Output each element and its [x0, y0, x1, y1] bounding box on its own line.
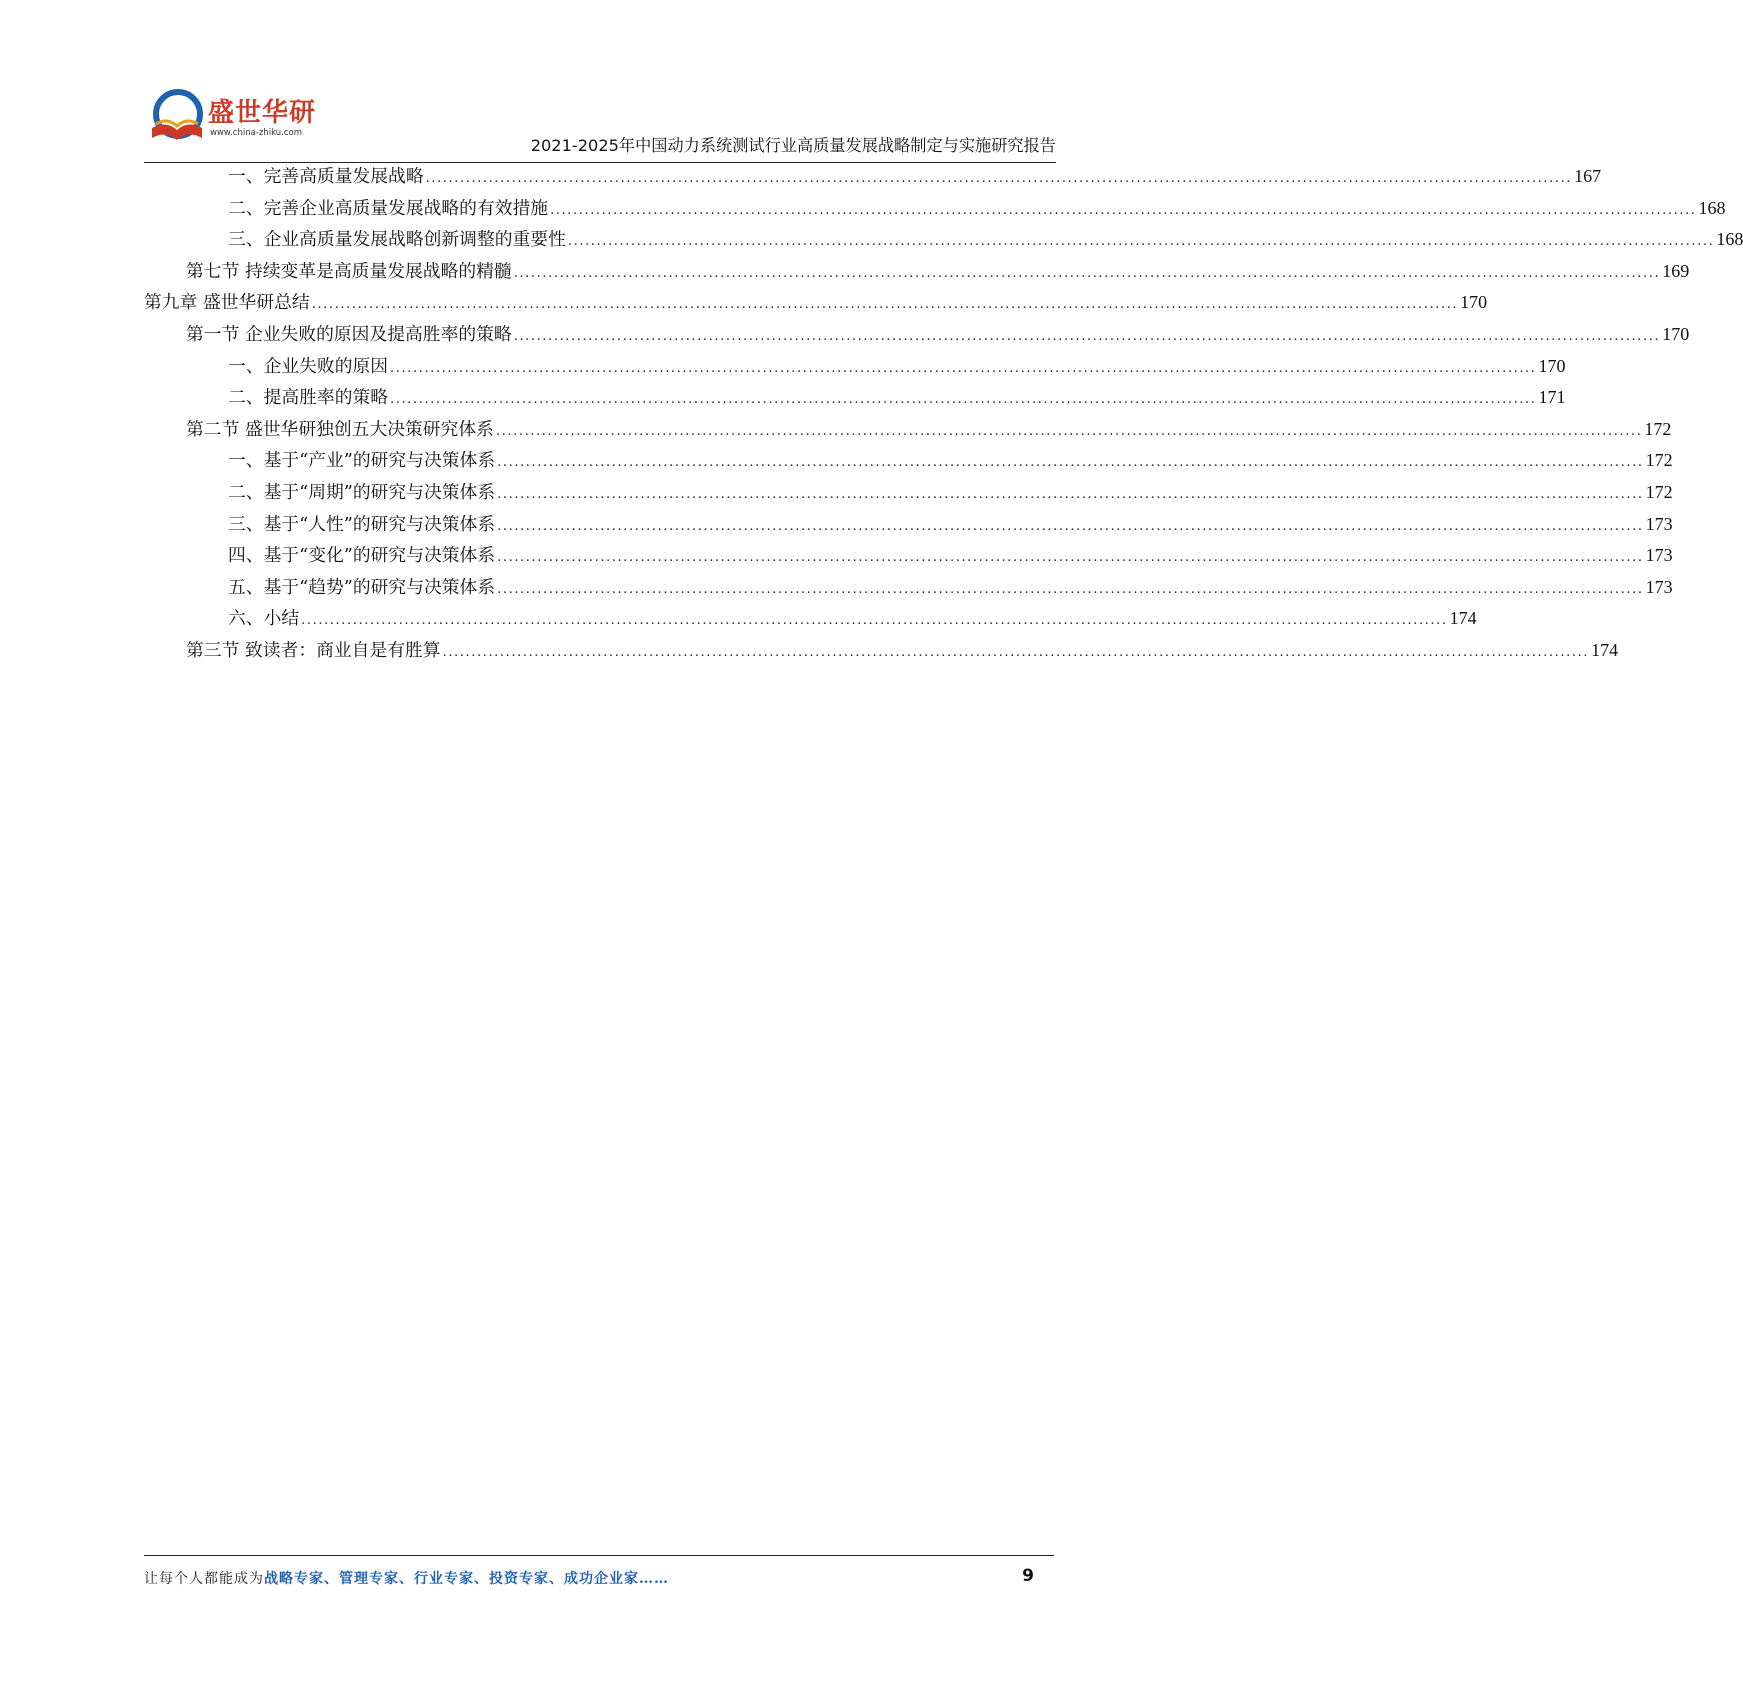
report-title: 2021-2025年中国动力系统测试行业高质量发展战略制定与实施研究报告 [530, 136, 1056, 155]
toc-leader-dots: ........................................................................................................................................................................................................ [497, 581, 1644, 597]
toc-leader-dots: ........................................................................................................................................................................................................ [497, 455, 1644, 471]
book-logo-icon [144, 84, 210, 150]
toc-entry-title: 三、基于“人性”的研究与决策体系 [228, 513, 496, 535]
toc-entry[interactable] [144, 509, 1673, 541]
footer-slogan [144, 1568, 669, 1588]
toc-entry-title: 第九章 盛世华研总结 [144, 292, 310, 314]
toc-entry[interactable] [144, 572, 1673, 604]
toc-entry[interactable] [144, 382, 1566, 414]
toc-entry-title: 第七节 持续变革是高质量发展战略的精髓 [186, 260, 512, 282]
toc-entry[interactable] [144, 256, 1690, 288]
company-logo [144, 78, 364, 158]
toc-entry-page: 172 [1644, 418, 1672, 439]
toc-leader-dots: ........................................................................................................................................................................................................ [311, 297, 1459, 313]
toc-leader-dots: ........................................................................................................................................................................................................ [442, 644, 1590, 660]
toc-entry-page: 168 [1716, 229, 1743, 250]
toc-entry[interactable] [144, 635, 1619, 667]
toc-entry-title: 三、企业高质量发展战略创新调整的重要性 [228, 229, 566, 251]
toc-entry-title: 一、完善高质量发展战略 [228, 166, 424, 187]
toc-leader-dots: ........................................................................................................................................................................................................ [497, 486, 1644, 502]
toc-entry[interactable] [144, 477, 1673, 509]
toc-entry-page: 173 [1645, 576, 1673, 597]
toc-entry-title: 一、企业失败的原因 [228, 355, 389, 377]
toc-leader-dots: ........................................................................................................................................................................................................ [301, 613, 1448, 629]
toc-entry-title: 第一节 企业失败的原因及提高胜率的策略 [186, 323, 512, 345]
toc-entry-page: 168 [1698, 197, 1726, 218]
toc-entry[interactable] [144, 414, 1672, 446]
toc-entry-page: 169 [1662, 260, 1690, 281]
toc-entry-title: 二、提高胜率的策略 [228, 387, 389, 409]
toc-entry[interactable] [144, 193, 1726, 225]
toc-entry[interactable] [144, 445, 1673, 477]
toc-leader-dots: ........................................................................................................................................................................................................ [567, 234, 1715, 250]
toc-entry[interactable] [144, 287, 1488, 319]
toc-entry[interactable] [144, 319, 1690, 351]
toc-entry-page: 173 [1645, 545, 1673, 566]
toc-entry[interactable] [144, 540, 1673, 572]
page-number: 9 [1022, 1566, 1034, 1586]
toc-entry-title: 四、基于“变化”的研究与决策体系 [228, 545, 496, 567]
toc-leader-dots: ........................................................................................................................................................................................................ [390, 360, 1537, 376]
toc-leader-dots: ........................................................................................................................................................................................................ [425, 171, 1573, 186]
toc-entry-page: 174 [1449, 608, 1477, 629]
toc-entry[interactable] [144, 351, 1566, 383]
toc-entry[interactable] [144, 161, 1602, 193]
toc-entry[interactable] [144, 603, 1477, 635]
logo-name: 盛世华研 [208, 98, 317, 128]
toc-entry[interactable] [144, 224, 1743, 256]
slogan-prefix: 让每个人都能成为 [144, 1571, 264, 1587]
toc-entry-page: 172 [1645, 481, 1673, 502]
toc-leader-dots: ........................................................................................................................................................................................................ [513, 328, 1661, 344]
toc-entry-page: 171 [1538, 387, 1566, 408]
page-footer [144, 1555, 1054, 1596]
toc-entry-title: 第三节 致读者：商业自是有胜算 [186, 639, 441, 661]
logo-url: www.china-zhiku.com [210, 128, 302, 138]
toc-entry-page: 170 [1460, 292, 1488, 313]
toc-entry-title: 六、小结 [228, 608, 300, 630]
toc-entry-title: 五、基于“趋势”的研究与决策体系 [228, 576, 496, 598]
toc-entry-page: 172 [1645, 450, 1673, 471]
toc-leader-dots: ........................................................................................................................................................................................................ [390, 392, 1537, 408]
toc-entry-title: 二、完善企业高质量发展战略的有效措施 [228, 197, 549, 219]
toc-leader-dots: ........................................................................................................................................................................................................ [495, 423, 1643, 439]
page-header [144, 78, 1056, 163]
toc-entry-title: 第二节 盛世华研独创五大决策研究体系 [186, 418, 494, 440]
toc-leader-dots: ........................................................................................................................................................................................................ [550, 202, 1697, 218]
table-of-contents [144, 161, 1743, 667]
toc-entry-page: 170 [1538, 355, 1566, 376]
toc-entry-page: 167 [1574, 166, 1602, 186]
toc-entry-title: 一、基于“产业”的研究与决策体系 [228, 450, 496, 472]
toc-entry-page: 174 [1591, 639, 1619, 660]
toc-entry-title: 二、基于“周期”的研究与决策体系 [228, 481, 496, 503]
toc-leader-dots: ........................................................................................................................................................................................................ [497, 550, 1644, 566]
toc-entry-page: 173 [1645, 513, 1673, 534]
toc-entry-page: 170 [1662, 323, 1690, 344]
toc-leader-dots: ........................................................................................................................................................................................................ [497, 518, 1644, 534]
toc-leader-dots: ........................................................................................................................................................................................................ [513, 265, 1661, 281]
slogan-accent: 战略专家、管理专家、行业专家、投资专家、成功企业家…… [264, 1571, 669, 1587]
